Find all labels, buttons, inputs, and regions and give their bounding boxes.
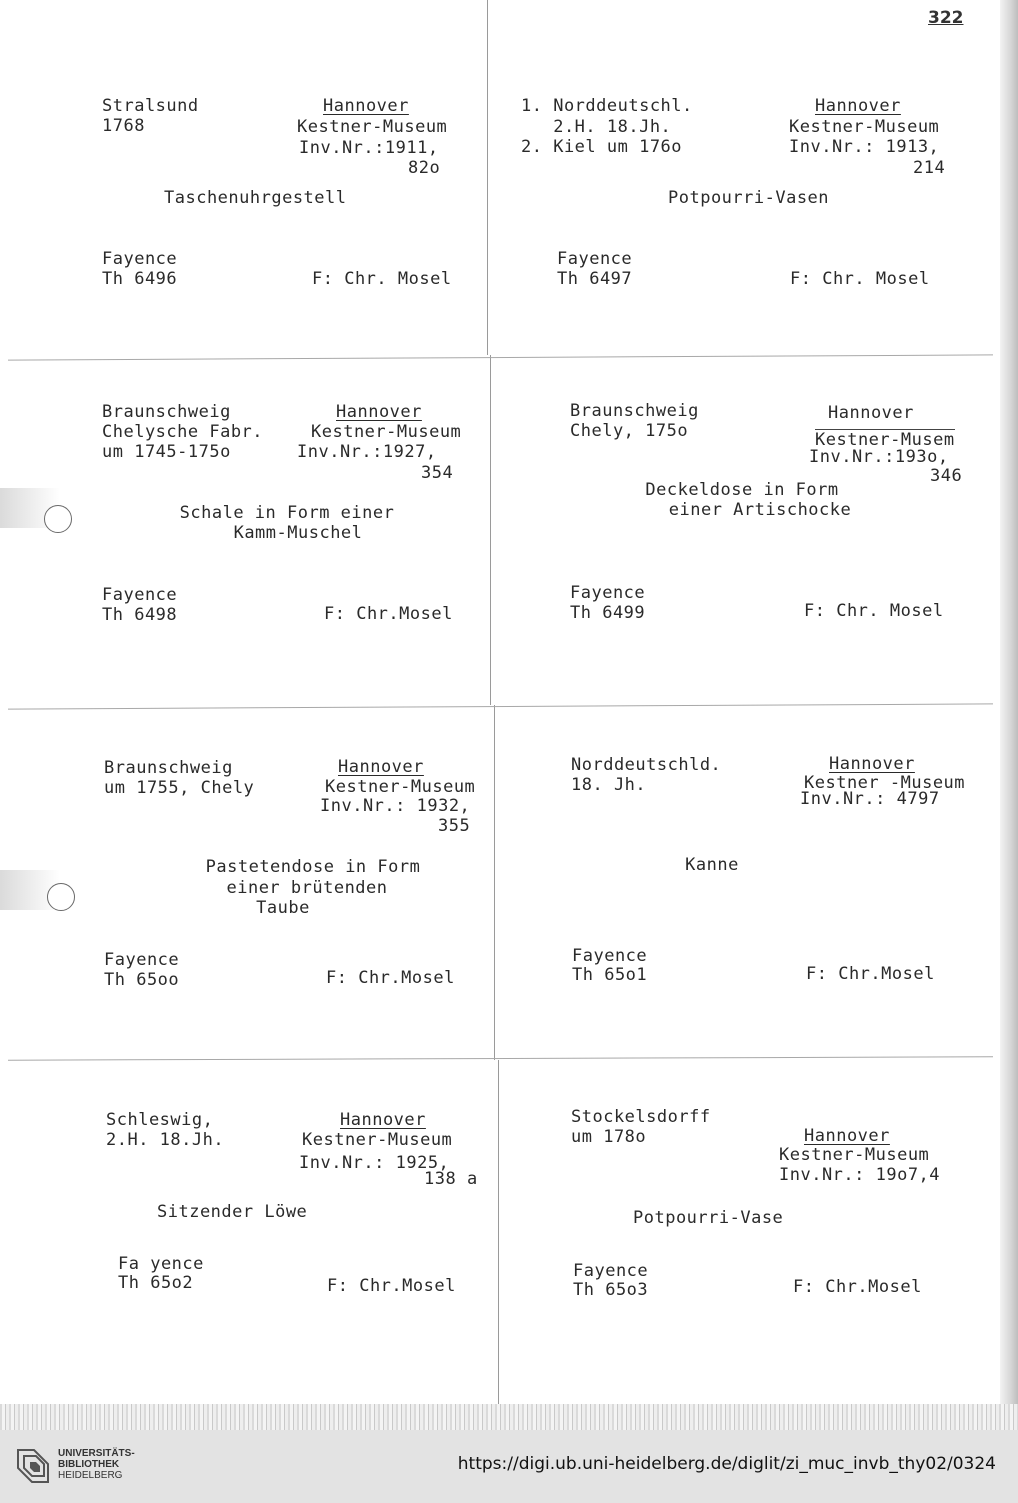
- row-divider: [8, 354, 993, 360]
- card-inventory-suffix: 346: [930, 466, 963, 486]
- card-inventory: Inv.Nr.: 1913,: [789, 137, 940, 157]
- card-museum: Kestner-Museum: [297, 117, 448, 137]
- card-material: Fayence: [104, 950, 180, 970]
- card-photographer: F: Chr.Mosel: [326, 968, 455, 988]
- card-object: Potpourri-Vasen: [668, 188, 830, 208]
- row-divider: [8, 703, 993, 709]
- card-th-number: Th 6496: [102, 269, 178, 289]
- card-th-number: Th 65o1: [572, 965, 648, 985]
- card-material: Fayence: [102, 249, 178, 269]
- card-museum-city: Hannover: [815, 96, 901, 116]
- card-photographer: F: Chr.Mosel: [806, 964, 935, 984]
- card-object: Kanne: [685, 855, 739, 875]
- card-museum: Kestner-Museum: [311, 422, 462, 442]
- column-divider: [498, 1060, 499, 1404]
- card-material: Fayence: [572, 946, 648, 966]
- library-name-line3: HEIDELBERG: [58, 1470, 123, 1481]
- card-inventory: Inv.Nr.: 4797: [800, 789, 940, 809]
- card-origin: 1. Norddeutschl.: [521, 96, 693, 116]
- scan-edge-strip: [0, 1404, 1018, 1430]
- card-object-line2: Kamm-Muschel: [233, 523, 363, 543]
- card-photographer: F: Chr. Mosel: [312, 269, 452, 289]
- card-museum-city: Hannover: [829, 754, 915, 774]
- card-date: 2.H. 18.Jh.: [106, 1130, 225, 1150]
- card-date: um 178o: [571, 1127, 647, 1147]
- card-date: um 1745-175o: [102, 442, 231, 462]
- card-museum: Kestner-Museum: [779, 1145, 930, 1165]
- card-date: Chely, 175o: [570, 421, 689, 441]
- row-divider: [8, 1056, 993, 1060]
- card-museum: Kestner-Museum: [325, 777, 476, 797]
- card-photographer: F: Chr. Mosel: [790, 269, 930, 289]
- card-material: Fayence: [573, 1261, 649, 1281]
- card-inventory: Inv.Nr.:1911,: [299, 138, 439, 158]
- card-material: Fayence: [570, 583, 646, 603]
- page-edge-shadow: [1000, 0, 1018, 1412]
- card-th-number: Th 65oo: [104, 970, 180, 990]
- card-origin: Braunschweig: [102, 402, 231, 422]
- card-th-number: Th 6499: [570, 603, 646, 623]
- card-object: Taschenuhrgestell: [164, 188, 347, 208]
- card-origin: Norddeutschld.: [571, 755, 722, 775]
- card-inventory: Inv.Nr.:1927,: [297, 442, 437, 462]
- card-photographer: F: Chr.Mosel: [324, 604, 453, 624]
- card-inventory-suffix: 138 a: [424, 1169, 478, 1189]
- card-date: 1768: [102, 116, 145, 136]
- card-object-line2: einer Artischocke: [668, 500, 852, 520]
- card-inventory-suffix: 82o: [408, 158, 441, 178]
- card-material: Fayence: [557, 249, 633, 269]
- card-th-number: Th 65o2: [118, 1273, 194, 1293]
- library-name-line2: BIBLIOTHEK: [58, 1459, 120, 1470]
- card-photographer: F: Chr. Mosel: [804, 601, 944, 621]
- card-origin-detail: Chelysche Fabr.: [102, 422, 264, 442]
- card-origin-alt: 2. Kiel um 176o: [521, 137, 683, 157]
- card-origin: Braunschweig: [104, 758, 233, 778]
- card-museum: Kestner-Musem: [815, 430, 955, 450]
- card-origin: Schleswig,: [106, 1110, 214, 1130]
- card-museum: Kestner -Museum: [804, 773, 966, 793]
- card-origin: Stralsund: [102, 96, 199, 116]
- card-th-number: Th 65o3: [573, 1280, 649, 1300]
- card-inventory-suffix: 354: [421, 463, 454, 483]
- card-museum: Kestner-Museum: [302, 1130, 453, 1150]
- card-origin: Stockelsdorff: [571, 1107, 711, 1127]
- card-object: Deckeldose in Form: [645, 480, 839, 500]
- card-museum-city: Hannover: [804, 1126, 890, 1146]
- document-url[interactable]: https://digi.ub.uni-heidelberg.de/diglit/zi_muc_invb_thy02/0324: [457, 1454, 996, 1474]
- column-divider: [487, 0, 488, 355]
- card-museum-city: Hannover: [828, 403, 914, 423]
- card-museum-city: Hannover: [323, 96, 409, 116]
- library-name-line1: UNIVERSITÄTS-: [58, 1448, 135, 1459]
- card-origin: Braunschweig: [570, 401, 699, 421]
- card-material: Fayence: [102, 585, 178, 605]
- card-object: Sitzender Löwe: [157, 1202, 308, 1222]
- card-material: Fa yence: [118, 1254, 204, 1274]
- card-object: Potpourri-Vase: [633, 1208, 784, 1228]
- card-photographer: F: Chr.Mosel: [793, 1277, 922, 1297]
- card-object: Pastetendose in Form: [205, 857, 421, 877]
- card-object: Schale in Form einer: [179, 503, 395, 523]
- library-logo-icon[interactable]: [14, 1444, 52, 1488]
- card-inventory: Inv.Nr.: 1932,: [320, 796, 471, 816]
- card-museum-city: Hannover: [338, 757, 424, 777]
- card-th-number: Th 6497: [557, 269, 633, 289]
- card-date: um 1755, Chely: [104, 778, 255, 798]
- punch-hole: [44, 505, 72, 533]
- column-divider: [494, 705, 495, 1060]
- card-object-line2: einer brütenden: [226, 878, 388, 898]
- card-inventory: Inv.Nr.: 19o7,4: [779, 1165, 941, 1185]
- card-inventory: Inv.Nr.:193o,: [809, 447, 949, 467]
- card-th-number: Th 6498: [102, 605, 178, 625]
- card-inventory-suffix: 355: [438, 816, 471, 836]
- card-photographer: F: Chr.Mosel: [327, 1276, 456, 1296]
- card-object-line3: Taube: [256, 898, 310, 918]
- punch-hole: [47, 883, 75, 911]
- card-museum: Kestner-Museum: [789, 117, 940, 137]
- page-number: 322: [928, 8, 964, 28]
- card-date: 18. Jh.: [571, 775, 647, 795]
- card-inventory-suffix: 214: [913, 158, 946, 178]
- card-date: 2.H. 18.Jh.: [521, 117, 672, 137]
- card-inventory: Inv.Nr.: 1925,: [299, 1153, 450, 1173]
- card-museum-city: Hannover: [340, 1110, 426, 1130]
- viewer-footer: [0, 1430, 1018, 1503]
- card-museum-city: Hannover: [336, 402, 422, 422]
- column-divider: [490, 355, 491, 705]
